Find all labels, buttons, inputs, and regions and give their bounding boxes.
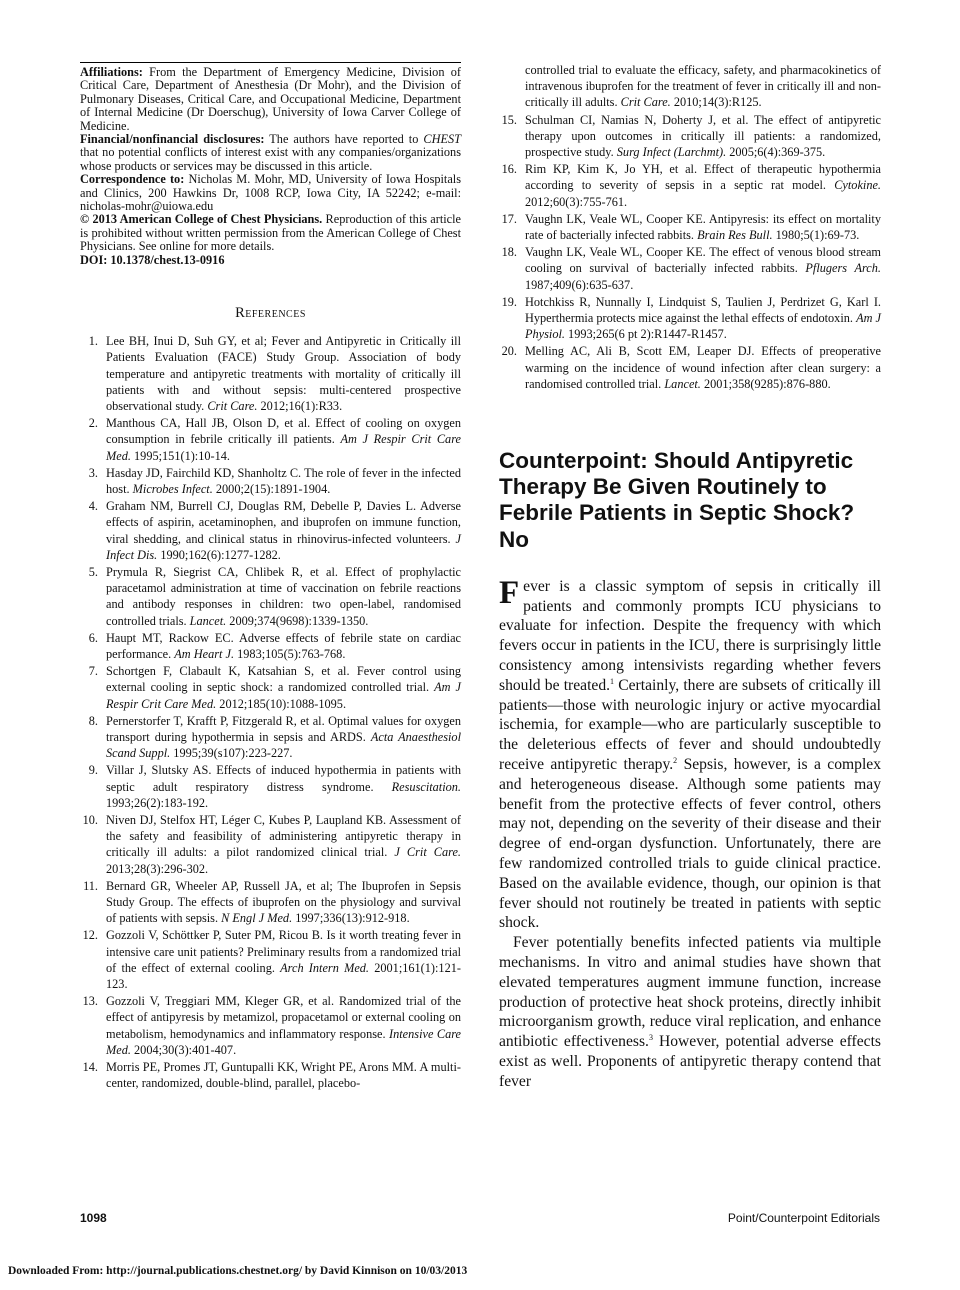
reference-number: 4. — [88, 499, 98, 514]
reference-body — [525, 244, 881, 293]
reference-number: 5. — [88, 564, 98, 579]
references-heading: References — [235, 305, 306, 322]
reference-number: 20. — [501, 344, 517, 359]
reference-item — [499, 211, 881, 243]
reference-number: 18. — [501, 245, 517, 260]
reference-journal: J Crit Care. — [394, 845, 462, 860]
reference-number: 10. — [82, 812, 98, 827]
reference-item — [80, 713, 461, 762]
paragraph-2-text-a: Fever potentially benefits infected patients via multiple mechanisms. In vitro and animal studies have shown that elevated temperatures augment immune function, increase production of protective heat shock proteins, directly inhibit microorganism growth, reduce viral replication, and enhance antibiotic effectiveness. — [499, 934, 881, 1051]
reference-text: Lee BH, Inui D, Suh GY, et al; Fever and Antipyretic in Critically ill Patients Evaluation (FACE) Study Group. Association of body temperature and antipyretic treatments with mortality of critically ill patients with and without sepsis: multi-centered prospective observational study. — [106, 334, 461, 413]
reference-number: 2. — [88, 416, 98, 431]
reference-journal: N Engl J Med. — [221, 911, 293, 926]
reference-number: 14. — [82, 1060, 98, 1075]
reference-body — [106, 498, 461, 563]
reference-item — [80, 993, 461, 1058]
affiliation-rule — [80, 62, 461, 63]
reference-item — [80, 564, 461, 629]
copyright-text: Reproduction of this article is prohibited without written permission from the American College of Chest Physicians. See online for more details. — [80, 212, 462, 254]
reference-number: 8. — [88, 713, 98, 728]
reference-citation: 2004;30(3):401-407. — [134, 1042, 237, 1057]
reference-journal: Crit Care. — [620, 95, 671, 110]
doi: DOI: 10.1378/chest.13-0916 — [80, 252, 225, 267]
reference-body — [525, 161, 881, 210]
reference-citation: 1993;265(6 pt 2):R1447-R1457. — [568, 327, 727, 342]
reference-body — [106, 878, 461, 927]
reference-text: Schulman CI, Namias N, Doherty J, et al. The effect of antipyretic therapy upon outcomes in critically ill patients: a randomized, prospective study. — [525, 112, 881, 160]
reference-text: Manthous CA, Hall JB, Olson D, et al. Effect of cooling on oxygen consumption in febrile critically ill patients. — [106, 416, 461, 447]
reference-number: 16. — [501, 162, 517, 177]
reference-journal: Am J Respir Crit Care Med. — [106, 432, 461, 463]
reference-journal: Resuscitation. — [391, 779, 462, 794]
page-number: 1098 — [80, 1211, 107, 1225]
reference-item — [499, 343, 881, 392]
reference-number: 19. — [501, 294, 517, 309]
reference-text: Niven DJ, Stelfox HT, Léger C, Kubes P, Laupland KB. Assessment of the safety and feasibility of administering antipyretic therapy in critically ill adults: a pilot randomized clinical trial. — [106, 812, 461, 860]
right-column — [499, 62, 881, 1092]
reference-citation: 2001;161(1):121-123. — [106, 960, 461, 992]
references-list-right-items — [499, 112, 881, 392]
reference-text: Gozzoli V, Schöttker P, Suter PM, Ricou B. Is it worth treating fever in intensive care unit patients? Preliminary results from a randomized trial of the effect of external cooling. — [106, 928, 461, 975]
affiliations-block — [80, 66, 461, 267]
reference-body — [106, 1059, 461, 1091]
reference-journal: Brain Res Bull. — [697, 228, 773, 243]
reference-body — [525, 294, 881, 343]
reference-item — [499, 294, 881, 343]
reference-journal: Microbes Infect. — [132, 481, 213, 496]
reference-journal: Arch Intern Med. — [280, 960, 369, 975]
reference-journal: Lancet. — [664, 376, 701, 391]
reference-citation: 2010;14(3):R125. — [673, 95, 762, 110]
reference-journal: Am J Respir Crit Care Med. — [106, 680, 461, 711]
paragraph-2 — [499, 933, 881, 1091]
affil-text: From the Department of Emergency Medicine, Division of Critical Care, Department of Anesthesia (Dr Mohr), and the Division of Pulmonary Diseases, Critical Care, and Occupational Medicine, Department of Internal Medicine (Dr Doerschug), University of Iowa Carver College of Medicine. — [80, 65, 461, 133]
references-list — [80, 333, 461, 1091]
reference-body — [106, 630, 461, 662]
reference-journal: J Infect Dis. — [106, 531, 461, 562]
reference-journal: Am Heart J. — [174, 646, 235, 661]
correspondence-text: Nicholas M. Mohr, MD, University of Iowa Hospitals and Clinics, 200 Hawkins Dr, 1008 RCP, Iowa City, IA 52242; e-mail: nicholas-mohr@uiowa.edu — [80, 172, 461, 214]
reference-body — [525, 211, 881, 243]
reference-text: Haupt MT, Rackow EC. Adverse effects of febrile state on cardiac performance. — [106, 630, 461, 661]
paragraph-2-text-b: However, potential adverse effects exist as well. Proponents of antipyretic therapy contend that fever — [499, 1033, 881, 1090]
citation-sup: 2 — [673, 755, 678, 765]
reference-journal: Am J Physiol. — [525, 311, 881, 342]
reference-item — [80, 465, 461, 497]
reference-body — [106, 564, 461, 629]
reference-journal: Lancet. — [189, 613, 227, 628]
disclosures-label: Financial/nonfinancial disclosures: — [80, 132, 265, 147]
reference-body — [525, 343, 881, 392]
reference-text: Melling AC, Ali B, Scott EM, Leaper DJ. Effects of preoperative warming on the incidence of wound infection after clean surgery: a randomised controlled trial. — [525, 344, 881, 391]
reference-citation: 1980;5(1):69-73. — [775, 228, 860, 243]
left-column — [80, 62, 461, 1092]
reference-number: 9. — [88, 763, 98, 778]
reference-item — [80, 663, 461, 712]
reference-number: 3. — [88, 465, 98, 480]
reference-journal: Cytokine. — [834, 178, 881, 193]
reference-body — [106, 663, 461, 712]
reference-citation: 2000;2(15):1891-1904. — [215, 481, 331, 496]
reference-number: 1. — [88, 334, 98, 349]
reference-citation: 2001;358(9285):876-880. — [703, 376, 831, 391]
reference-item — [499, 161, 881, 210]
reference-citation: 1990;162(6):1277-1282. — [160, 547, 281, 562]
reference-text: Vaughn LK, Veale WL, Cooper KE. Antipyresis: its effect on mortality rate of bacterially infected rabbits. — [525, 211, 881, 243]
reference-text: Hotchkiss R, Nunnally I, Lindquist S, Taulien J, Perdrizet G, Karl I. Hyperthermia protects mice against the lethal effects of endotoxin. — [525, 294, 881, 326]
reference-citation: 2012;60(3):755-761. — [525, 194, 628, 209]
reference-text: Gozzoli V, Treggiari MM, Kleger GR, et al. Randomized trial of the effect of antipyresis by metamizol, propacetamol or external cooling on metabolism, hemodynamics and inflammatory response. — [106, 994, 461, 1041]
reference-text: Morris PE, Promes JT, Guntupalli KK, Wright PE, Arons MM. A multi-center, randomized, double-blind, parallel, placebo- — [106, 1060, 461, 1091]
reference-number: 7. — [88, 664, 98, 679]
reference-citation: 1987;409(6):635-637. — [525, 277, 634, 292]
article-title: Counterpoint: Should Antipyretic Therapy Be Given Routinely to Febrile Patients in Septic Shock? No — [499, 448, 855, 552]
reference-item — [80, 927, 461, 992]
download-notice: Downloaded From: http://journal.publications.chestnet.org/ by David Kinnison on 10/03/2013 — [8, 1265, 468, 1277]
reference-item — [499, 244, 881, 293]
reference-citation: 2005;6(4):369-375. — [729, 145, 826, 160]
reference-item — [80, 415, 461, 464]
section-label: Point/Counterpoint Editorials — [727, 1211, 880, 1225]
reference-text: Hasday JD, Fairchild KD, Shanholtz C. The role of fever in the infected host. — [106, 465, 461, 496]
reference-item — [80, 630, 461, 662]
reference-item — [80, 333, 461, 414]
reference-number: 13. — [82, 994, 98, 1009]
reference-body — [106, 762, 461, 811]
reference-body — [106, 927, 461, 992]
reference-body — [106, 465, 461, 497]
reference-text: controlled trial to evaluate the efficacy, safety, and pharmacokinetics of intravenous ibuprofen for the treatment of fever in critically ill and non-critically ill adults. — [525, 63, 881, 110]
article-body — [499, 574, 882, 1092]
reference-journal: Crit Care. — [207, 398, 258, 413]
reference-citation: 2012;185(10):1088-1095. — [219, 696, 347, 711]
reference-text: Pernerstorfer T, Krafft P, Fitzgerald R, et al. Optimal values for oxygen transport during hypothermia in sepsis and ARDS. — [106, 713, 461, 744]
reference-item — [80, 498, 461, 563]
affil-label: Affiliations: — [80, 65, 143, 79]
reference-citation: 1983;105(5):763-768. — [237, 646, 346, 661]
reference-journal: Surg Infect (Larchmt). — [616, 145, 727, 160]
reference-body — [525, 112, 881, 161]
paragraph-1-text-a: ever is a classic symptom of sepsis in critically ill patients and commonly prompts ICU physicians to evaluate for infection. Despite the frequency with which fevers occur in patients in the ICU, there is surprisingly little consistency among intensivists regarding whether fevers should be treated. — [499, 577, 881, 694]
citation-sup: 3 — [648, 1033, 653, 1043]
reference-citation: 1993;26(2):183-192. — [106, 795, 209, 810]
disclosures-journal: CHEST — [423, 132, 461, 147]
reference-item — [80, 812, 461, 877]
reference-number: 12. — [82, 928, 98, 943]
reference-text: Villar J, Slutsky AS. Effects of induced hypothermia in patients with septic adult respiratory distress syndrome. — [106, 763, 461, 794]
reference-text: Prymula R, Siegrist CA, Chlibek R, et al. Effect of prophylactic paracetamol administration at time of vaccination on febrile reactions and antibody responses in children: two open-label, randomised controlled trials. — [106, 564, 461, 628]
copyright-label: © 2013 American College of Chest Physicians. — [80, 212, 323, 227]
reference-text: Rim KP, Kim K, Jo YH, et al. Effect of therapeutic hypothermia according to severity of sepsis in a septic rat model. — [525, 162, 881, 193]
reference-citation: 2012;16(1):R33. — [260, 398, 343, 413]
reference-14-continuation — [499, 62, 881, 111]
reference-body — [106, 713, 461, 762]
citation-sup: 1 — [610, 676, 615, 686]
reference-journal: Intensive Care Med. — [106, 1026, 461, 1057]
reference-citation: 1995;151(1):10-14. — [134, 448, 230, 463]
paragraph-1 — [499, 574, 882, 933]
reference-item — [499, 112, 881, 161]
reference-body — [106, 333, 461, 414]
reference-citation: 1997;336(13):912-918. — [295, 911, 410, 926]
reference-body — [106, 993, 461, 1058]
references-list-right — [499, 62, 881, 111]
reference-number: 11. — [83, 878, 98, 893]
reference-text: Graham NM, Burrell CJ, Douglas RM, Debelle P, Davies L. Adverse effects of aspirin, acetaminophen, and ibuprofen on immune function, viral shedding, and clinical status in rhinovirus-infected volunteers. — [106, 499, 461, 546]
reference-journal: Acta Anaesthesiol Scand Suppl. — [106, 729, 461, 761]
reference-citation: 2009;374(9698):1339-1350. — [229, 613, 369, 628]
paragraph-1-text-b: Certainly, there are subsets of critically ill patients—those with neurologic injury or active myocardial ischemia, for example—who are particularly susceptible to the deleterious effects of fever and should undoubtedly receive antipyretic therapy. — [499, 676, 882, 774]
reference-item — [80, 878, 461, 927]
reference-number: 17. — [501, 211, 517, 226]
reference-body — [106, 415, 461, 464]
drop-cap: F — [499, 574, 520, 611]
reference-journal: Pflugers Arch. — [805, 261, 881, 276]
reference-item — [80, 1059, 461, 1091]
disclosures-text-2: that no potential conflicts of interest exist with any companies/organizations whose products or services may be discussed in this article. — [80, 145, 461, 173]
reference-text: Vaughn LK, Veale WL, Cooper KE. The effect of venous blood stream cooling on survival of bacterially infected rabbits. — [525, 245, 881, 276]
reference-citation: 1995;39(s107):223-227. — [173, 746, 293, 761]
disclosures-text: The authors have reported to — [269, 132, 419, 147]
reference-number: 15. — [501, 112, 517, 127]
reference-citation: 2013;28(3):296-302. — [106, 861, 209, 876]
reference-text: Bernard GR, Wheeler AP, Russell JA, et al; The Ibuprofen in Sepsis Study Group. The effects of ibuprofen on the physiology and survival of patients with sepsis. — [106, 878, 461, 926]
reference-number: 6. — [88, 630, 98, 645]
reference-text: Schortgen F, Clabault K, Katsahian S, et al. Fever control using external cooling in septic shock: a randomized controlled trial. — [106, 664, 461, 695]
correspondence-label: Correspondence to: — [80, 172, 185, 187]
reference-item — [80, 762, 461, 811]
reference-body — [106, 812, 461, 877]
paragraph-1-text-c: Sepsis, however, is a complex and heterogeneous disease. Although some patients may benefit from the protective effects of fever control, others may not, depending on the severity of their disease and their degree of end-organ dysfunction. Unfortunately, there are few randomized controlled trials to guide clinical practice. Based on the available evidence, though, our opinion is that fever should not routinely be treated in patients with septic shock. — [499, 756, 882, 932]
